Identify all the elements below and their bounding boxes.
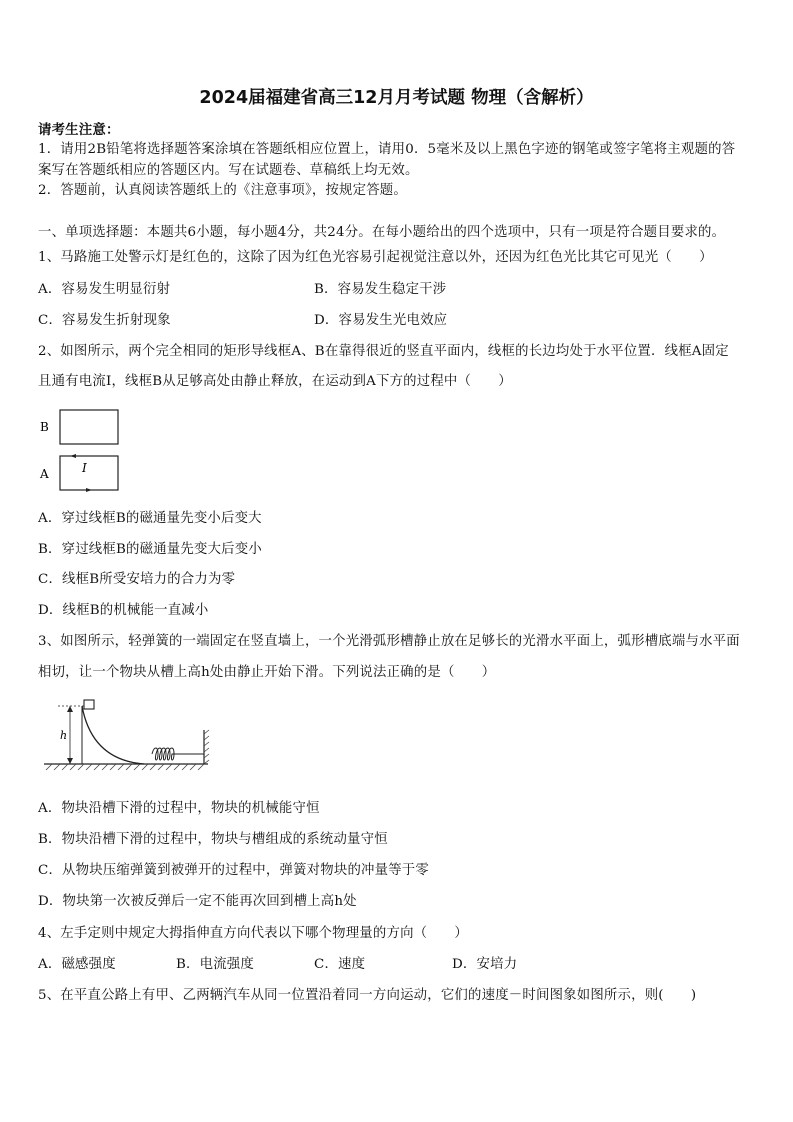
q3-stem-line-1: 3、如图所示，轻弹簧的一端固定在竖直墙上，一个光滑弧形槽静止放在足够长的光滑水平面上，弧形槽底端与水平面 — [38, 634, 740, 649]
q1-option-d: D．容易发生光电效应 — [314, 313, 448, 328]
q1-option-c: C．容易发生折射现象 — [38, 313, 171, 328]
q2-option-a: A．穿过线框B的磁通量先变小后变大 — [38, 511, 262, 526]
q3-option-b: B．物块沿槽下滑的过程中，物块与槽组成的系统动量守恒 — [38, 832, 388, 847]
frame-b — [60, 410, 118, 444]
notice-line-1a: 1．请用2B铅笔将选择题答案涂填在答题纸相应位置上，请用0．5毫米及以上黑色字迹的钢笔或签字笔将主观题的答 — [38, 142, 736, 157]
frame-b-label: B — [40, 420, 49, 434]
curved-slot — [82, 706, 144, 764]
q3-figure — [40, 696, 212, 776]
q4-option-a: A．磁感强度 — [38, 957, 116, 972]
frame-a — [60, 456, 118, 490]
q1-stem: 1、马路施工处警示灯是红色的，这除了因为红色光容易引起视觉注意以外，还因为红色光比其它可见光（ ） — [38, 250, 713, 265]
q5-stem: 5、在平直公路上有甲、乙两辆汽车从同一位置沿着同一方向运动，它们的速度－时间图象如图所示，则( ) — [38, 988, 697, 1003]
q1-option-b: B．容易发生稳定干涉 — [314, 282, 447, 297]
section-heading: 一、单项选择题：本题共6小题，每小题4分，共24分。在每小题给出的四个选项中，只有一项是符合题目要求的。 — [38, 225, 726, 240]
current-label: I — [82, 461, 87, 475]
current-arrow-bottom — [86, 488, 92, 492]
current-arrow-top — [70, 454, 76, 458]
q3-stem-line-2: 相切，让一个物块从槽上高h处由静止开始下滑。下列说法正确的是（ ） — [38, 665, 496, 680]
q2-stem-line-2: 且通有电流I，线框B从足够高处由静止释放，在运动到A下方的过程中（ ） — [38, 374, 512, 389]
q1-option-a: A．容易发生明显衍射 — [38, 282, 171, 297]
q2-option-b: B．穿过线框B的磁通量先变大后变小 — [38, 542, 262, 557]
q2-option-c: C．线框B所受安培力的合力为零 — [38, 572, 236, 587]
q4-stem: 4、左手定则中规定大拇指伸直方向代表以下哪个物理量的方向（ ） — [38, 926, 469, 941]
q4-option-d: D．安培力 — [452, 957, 518, 972]
q2-option-d: D．线框B的机械能一直减小 — [38, 603, 209, 618]
wall-hatch — [204, 730, 209, 764]
q3-option-c: C．从物块压缩弹簧到被弹开的过程中，弹簧对物块的冲量等于零 — [38, 863, 429, 878]
spring — [152, 748, 204, 760]
q3-option-d: D．物块第一次被反弹后一定不能再次回到槽上高h处 — [38, 894, 357, 909]
notice-line-1b: 案写在答题纸相应的答题区内。写在试题卷、草稿纸上均无效。 — [38, 163, 419, 178]
q3-option-a: A．物块沿槽下滑的过程中，物块的机械能守恒 — [38, 801, 320, 816]
q2-stem-line-1: 2、如图所示，两个完全相同的矩形导线框A、B在靠得很近的竖直平面内，线框的长边均处于水平位置．线框A固定 — [38, 344, 729, 359]
q4-option-b: B．电流强度 — [176, 957, 254, 972]
page-title: 2024届福建省高三12月月考试题 物理（含解析） — [199, 88, 594, 108]
frame-a-label: A — [40, 467, 49, 481]
q4-option-c: C．速度 — [314, 957, 366, 972]
height-label: h — [60, 729, 68, 742]
ground-hatch — [46, 764, 204, 770]
q2-figure — [34, 404, 134, 496]
notice-heading: 请考生注意： — [38, 122, 120, 138]
notice-line-2: 2．答题前，认真阅读答题纸上的《注意事项》，按规定答题。 — [38, 183, 407, 198]
block — [84, 700, 94, 709]
